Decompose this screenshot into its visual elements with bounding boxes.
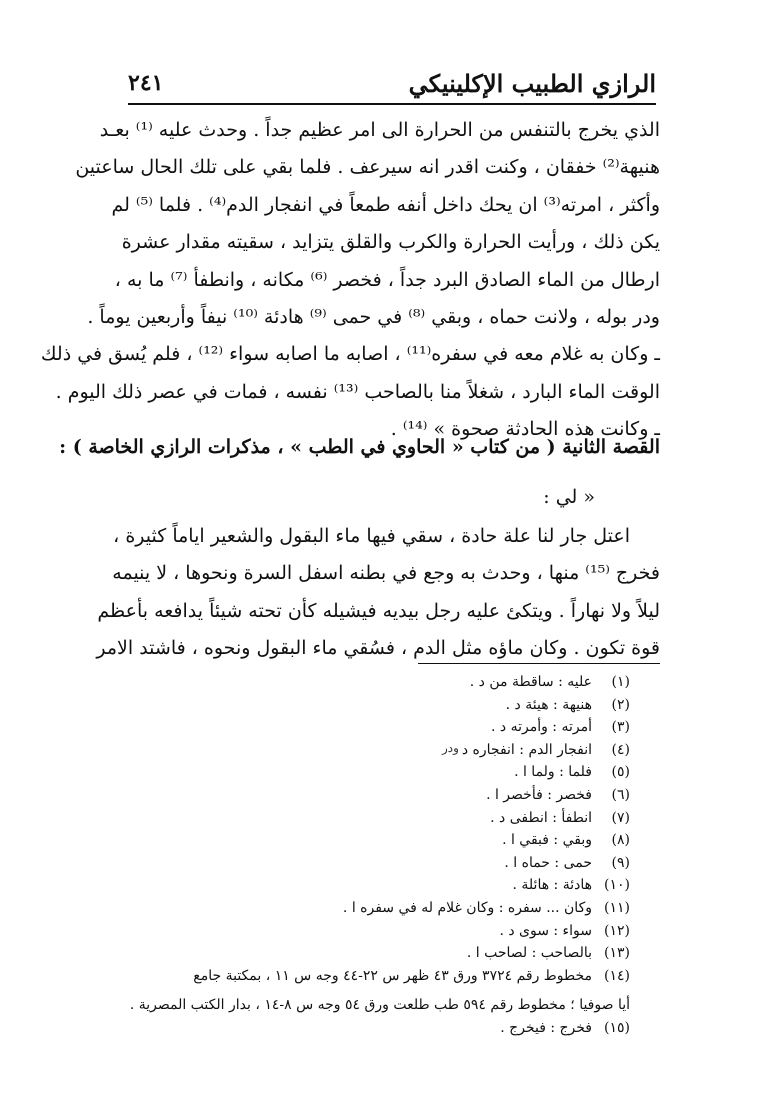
text-line: قوة تكون . وكان ماؤه مثل الدم ، فسُقي ماء البقول ونحوه ، فاشتد الامر	[96, 637, 660, 660]
text-line: ارطال من الماء الصادق البرد جداً ، فخصر ⁽⁶⁾ مكانه ، وانطفأ ⁽⁷⁾ ما به ،	[114, 268, 660, 291]
footnote-text: أمرته : وأمرته د .	[491, 719, 592, 736]
footnotes-tail	[150, 1017, 630, 1040]
footnote-number: (٤)	[611, 741, 630, 758]
footnote-text: حمى : حماه ا .	[504, 854, 592, 871]
footnote-number: (١١)	[604, 899, 630, 916]
footnote	[150, 716, 630, 739]
text-line: هنيهة⁽²⁾ خفقان ، وكنت اقدر انه سيرعف . فلما بقي على تلك الحال ساعتين	[75, 156, 660, 179]
footnote	[150, 942, 630, 965]
footnote-text: سواء : سوى د .	[499, 922, 592, 939]
footnote-number: (١٣)	[604, 945, 630, 962]
footnote-text: هنيهة : هيئة د .	[505, 696, 592, 713]
running-head	[128, 66, 656, 100]
footnote-text: وبقي : فبقي ا .	[502, 832, 592, 849]
footnote-number: (٣)	[611, 719, 630, 736]
footnote-continuation: أيا صوفيا ؛ مخطوط رقم ٥٩٤ طب طلعت ورق ٥٤ وجه س ٨-١٤ ، بدار الكتب المصرية .	[129, 997, 630, 1013]
footnote	[150, 920, 630, 943]
paragraph-case-two	[96, 518, 660, 668]
text-line: الذي يخرج بالتنفس من الحرارة الى امر عظيم جداً . وحدث عليه ⁽¹⁾ بعـد	[99, 119, 660, 141]
footnote	[150, 874, 630, 897]
footnote-number: (٩)	[611, 854, 630, 871]
page-number: ٢٤١	[128, 70, 164, 96]
footnote	[150, 1017, 630, 1040]
text-line: ودر بوله ، ولانت حماه ، وبقي ⁽⁸⁾ في حمى ⁽⁹⁾ هادئة ⁽¹⁰⁾ نيفاً وأربعين يوماً .	[87, 305, 660, 328]
footnote-text: وكان ... سفره : وكان غلام له في سفره ا .	[342, 899, 592, 916]
footnote-text: انطفأ : انطفى د .	[490, 809, 592, 826]
footnote-number: (٨)	[611, 832, 630, 849]
quote-opening: « لي :	[543, 486, 595, 508]
footnote	[150, 784, 630, 807]
footnote-number: (٢)	[611, 696, 630, 713]
header-rule	[128, 103, 656, 105]
footnote	[150, 761, 630, 784]
footnote-text: فخصر : فأخصر ا .	[486, 786, 592, 803]
running-title: الرازي الطبيب الإكلينيكي	[408, 68, 656, 98]
footnote-number: (١٢)	[604, 922, 630, 939]
text-line: يكن ذلك ، ورأيت الحرارة والكرب والقلق يتزايد ، سقيته مقدار عشرة	[121, 231, 660, 254]
footnote-number: (١٥)	[604, 1020, 630, 1036]
paragraph-case-one	[40, 112, 660, 449]
text-line: ـ وكانت هذه الحادثة صحوة » ⁽¹⁴⁾ .	[390, 418, 660, 441]
footnote-text: انفجار الدم : انفجاره د	[461, 741, 592, 758]
footnote-number: (١)	[611, 674, 630, 690]
footnote-number: (٦)	[611, 786, 630, 803]
margin-annotation: ودر	[442, 741, 459, 755]
footnote	[150, 897, 630, 920]
section-heading: القصة الثانية ( من كتاب « الحاوي في الطب » ، مذكرات الرازي الخاصة ) :	[59, 436, 660, 458]
footnote-text: بالصاحب : لصاحب ا .	[466, 945, 592, 962]
text-line: ـ وكان به غلام معه في سفره⁽¹¹⁾ ، اصابه ما اصابه سواء ⁽¹²⁾ ، فلم يُسق في ذلك	[40, 343, 660, 366]
footnote	[150, 807, 630, 830]
footnote	[150, 852, 630, 875]
footnotes	[150, 671, 630, 987]
footnote	[150, 694, 630, 717]
footnote	[150, 829, 630, 852]
footnote-number: (١٤)	[604, 967, 630, 984]
text-line: اعتل جار لنا علة حادة ، سقي فيها ماء البقول والشعير اياماً كثيرة ،	[113, 525, 630, 547]
footnote-text: فخرج : فيخرج .	[500, 1020, 592, 1036]
footnote	[150, 965, 630, 988]
footnote-rule	[418, 663, 660, 664]
footnote-text: فلما : ولما ا .	[514, 764, 592, 781]
text-line: وأكثر ، امرته⁽³⁾ ان يحك داخل أنفه طمعاً في انفجار الدم⁽⁴⁾ . فلما ⁽⁵⁾ لم	[111, 193, 660, 216]
footnote-number: (٧)	[611, 809, 630, 826]
footnote-text: هادئة : هائلة .	[512, 877, 592, 894]
text-line: ليلاً ولا نهاراً . ويتكئ عليه رجل بيديه فيشيله كأن تحته شيئاً يدافعه بأعظم	[97, 599, 660, 622]
footnote	[150, 739, 630, 762]
text-line: فخرج ⁽¹⁵⁾ منها ، وحدث به وجع في بطنه اسفل السرة ونحوها ، لا ينيمه	[112, 562, 660, 585]
footnote-text: عليه : ساقطة من د .	[469, 674, 592, 690]
footnote-text: مخطوط رقم ٣٧٢٤ ورق ٤٣ ظهر س ٢٢-٤٤ وجه س ١١ ، بمكتبة جامع	[193, 967, 592, 984]
footnote	[150, 671, 630, 694]
footnote-number: (١٠)	[604, 877, 630, 894]
footnote-number: (٥)	[611, 764, 630, 781]
text-line: الوقت الماء البارد ، شغلاً منا بالصاحب ⁽¹³⁾ نفسه ، فمات في عصر ذلك اليوم .	[55, 380, 660, 403]
